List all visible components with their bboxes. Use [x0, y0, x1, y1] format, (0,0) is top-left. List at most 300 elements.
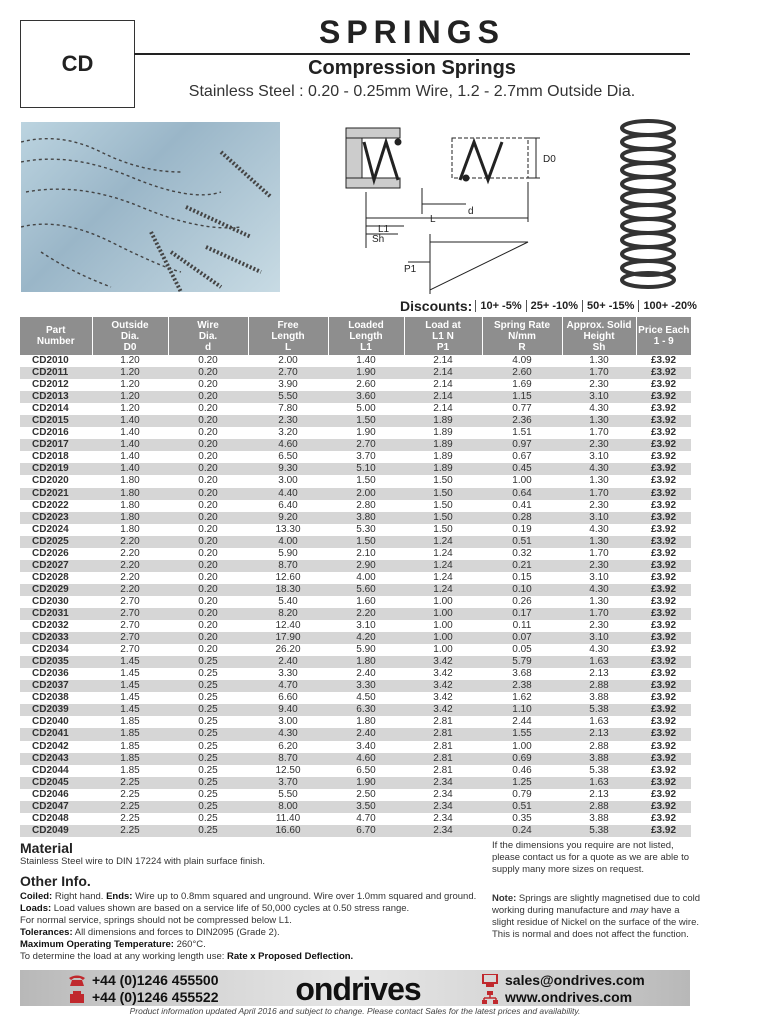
cell-outside-dia: 1.85	[92, 728, 168, 740]
cell-wire-dia: 0.25	[168, 728, 248, 740]
cell-solid-height: 4.30	[562, 644, 636, 656]
cell-wire-dia: 0.20	[168, 451, 248, 463]
cell-outside-dia: 1.40	[92, 451, 168, 463]
cell-outside-dia: 1.20	[92, 391, 168, 403]
cell-free-length: 8.20	[248, 608, 328, 620]
spring-dimension-diagram	[342, 122, 572, 302]
cell-price-each: £3.92	[636, 801, 691, 813]
cell-price-each: £3.92	[636, 668, 691, 680]
cell-part-number: CD2046	[20, 789, 92, 801]
cell-spring-rate: 2.36	[482, 415, 562, 427]
cell-outside-dia: 1.85	[92, 741, 168, 753]
cell-loaded-length: 2.60	[328, 379, 404, 391]
email-link[interactable]: sales@ondrives.com	[482, 972, 645, 988]
table-row	[20, 716, 691, 728]
cell-load-at-l1: 1.24	[404, 560, 482, 572]
cell-outside-dia: 2.25	[92, 825, 168, 837]
cell-wire-dia: 0.25	[168, 777, 248, 789]
discounts-label: Discounts:	[400, 297, 473, 314]
cell-load-at-l1: 1.50	[404, 500, 482, 512]
cell-price-each: £3.92	[636, 548, 691, 560]
cell-part-number: CD2015	[20, 415, 92, 427]
cell-part-number: CD2035	[20, 656, 92, 668]
cell-load-at-l1: 1.00	[404, 632, 482, 644]
cell-free-length: 4.60	[248, 439, 328, 451]
cell-spring-rate: 0.05	[482, 644, 562, 656]
cell-part-number: CD2032	[20, 620, 92, 632]
table-row	[20, 728, 691, 740]
custom-sizes-note: If the dimensions you require are not listed, please contact us for a quote as we are able to supply many more sizes on request.	[492, 840, 689, 875]
cell-part-number: CD2026	[20, 548, 92, 560]
cell-loaded-length: 2.20	[328, 608, 404, 620]
cell-outside-dia: 2.25	[92, 789, 168, 801]
cell-spring-rate: 0.79	[482, 789, 562, 801]
cell-load-at-l1: 2.14	[404, 355, 482, 367]
cell-free-length: 2.70	[248, 367, 328, 379]
table-row	[20, 753, 691, 765]
cell-loaded-length: 2.10	[328, 548, 404, 560]
cell-solid-height: 2.88	[562, 801, 636, 813]
cell-solid-height: 2.30	[562, 439, 636, 451]
cell-part-number: CD2040	[20, 716, 92, 728]
cell-loaded-length: 1.90	[328, 427, 404, 439]
table-row	[20, 512, 691, 524]
cell-load-at-l1: 2.34	[404, 825, 482, 837]
cell-part-number: CD2014	[20, 403, 92, 415]
cell-load-at-l1: 1.50	[404, 524, 482, 536]
cell-load-at-l1: 3.42	[404, 704, 482, 716]
discount-tier-4: 100+ -20%	[638, 300, 701, 312]
cell-load-at-l1: 1.50	[404, 488, 482, 500]
cell-solid-height: 2.30	[562, 620, 636, 632]
product-photo	[21, 122, 280, 292]
cell-price-each: £3.92	[636, 825, 691, 837]
cell-wire-dia: 0.20	[168, 548, 248, 560]
cell-outside-dia: 1.40	[92, 463, 168, 475]
cell-part-number: CD2033	[20, 632, 92, 644]
table-row	[20, 536, 691, 548]
cell-load-at-l1: 1.00	[404, 608, 482, 620]
cell-solid-height: 4.30	[562, 584, 636, 596]
cell-wire-dia: 0.20	[168, 500, 248, 512]
discount-tier-3: 50+ -15%	[582, 300, 638, 312]
cell-solid-height: 2.88	[562, 680, 636, 692]
cell-outside-dia: 2.25	[92, 813, 168, 825]
cell-loaded-length: 2.90	[328, 560, 404, 572]
cell-spring-rate: 0.97	[482, 439, 562, 451]
table-row	[20, 777, 691, 789]
cell-wire-dia: 0.20	[168, 439, 248, 451]
website-link[interactable]: www.ondrives.com	[482, 989, 632, 1005]
cell-load-at-l1: 2.81	[404, 728, 482, 740]
other-info-line-max-temp: Maximum Operating Temperature: 260°C.	[20, 939, 206, 950]
cell-solid-height: 1.70	[562, 548, 636, 560]
cell-outside-dia: 1.20	[92, 367, 168, 379]
table-row	[20, 439, 691, 451]
cell-price-each: £3.92	[636, 415, 691, 427]
diagram-label-d0: D0	[543, 154, 556, 165]
fax-icon	[68, 991, 86, 1003]
cell-free-length: 2.40	[248, 656, 328, 668]
cell-outside-dia: 2.20	[92, 536, 168, 548]
cell-part-number: CD2041	[20, 728, 92, 740]
table-row	[20, 741, 691, 753]
cell-free-length: 5.50	[248, 789, 328, 801]
cell-spring-rate: 0.45	[482, 463, 562, 475]
cell-spring-rate: 0.21	[482, 560, 562, 572]
cell-spring-rate: 0.46	[482, 765, 562, 777]
cell-solid-height: 3.10	[562, 391, 636, 403]
cell-outside-dia: 2.70	[92, 632, 168, 644]
cell-loaded-length: 2.80	[328, 500, 404, 512]
cell-spring-rate: 0.28	[482, 512, 562, 524]
cell-solid-height: 1.30	[562, 596, 636, 608]
cell-part-number: CD2016	[20, 427, 92, 439]
cell-price-each: £3.92	[636, 512, 691, 524]
cell-spring-rate: 1.25	[482, 777, 562, 789]
cell-load-at-l1: 1.89	[404, 439, 482, 451]
table-row	[20, 488, 691, 500]
cell-spring-rate: 1.69	[482, 379, 562, 391]
cell-part-number: CD2031	[20, 608, 92, 620]
cell-outside-dia: 2.70	[92, 620, 168, 632]
cell-price-each: £3.92	[636, 765, 691, 777]
other-info-line-tolerances: Tolerances: All dimensions and forces to DIN2095 (Grade 2).	[20, 927, 280, 938]
cell-part-number: CD2038	[20, 692, 92, 704]
cell-free-length: 6.20	[248, 741, 328, 753]
cell-price-each: £3.92	[636, 608, 691, 620]
cell-load-at-l1: 2.14	[404, 379, 482, 391]
cell-solid-height: 2.88	[562, 741, 636, 753]
table-row	[20, 632, 691, 644]
phone-number-2[interactable]: +44 (0)1246 455522	[68, 989, 219, 1005]
cell-spring-rate: 0.26	[482, 596, 562, 608]
cell-price-each: £3.92	[636, 451, 691, 463]
cell-spring-rate: 4.09	[482, 355, 562, 367]
cell-outside-dia: 2.25	[92, 777, 168, 789]
cell-spring-rate: 1.10	[482, 704, 562, 716]
other-info-heading: Other Info.	[20, 873, 91, 889]
cell-price-each: £3.92	[636, 644, 691, 656]
cell-price-each: £3.92	[636, 741, 691, 753]
cell-solid-height: 5.38	[562, 765, 636, 777]
cell-price-each: £3.92	[636, 379, 691, 391]
cell-loaded-length: 3.40	[328, 741, 404, 753]
cell-loaded-length: 3.70	[328, 451, 404, 463]
cell-spring-rate: 0.51	[482, 801, 562, 813]
cell-wire-dia: 0.20	[168, 463, 248, 475]
cell-load-at-l1: 1.50	[404, 512, 482, 524]
cell-outside-dia: 1.80	[92, 500, 168, 512]
cell-spring-rate: 1.00	[482, 475, 562, 487]
cell-loaded-length: 5.60	[328, 584, 404, 596]
phone-number-1[interactable]: +44 (0)1246 455500	[68, 972, 219, 988]
cell-spring-rate: 1.15	[482, 391, 562, 403]
cell-solid-height: 2.13	[562, 789, 636, 801]
cell-free-length: 6.40	[248, 500, 328, 512]
cell-spring-rate: 0.24	[482, 825, 562, 837]
cell-solid-height: 1.70	[562, 608, 636, 620]
cell-outside-dia: 2.20	[92, 548, 168, 560]
cell-wire-dia: 0.20	[168, 475, 248, 487]
cell-wire-dia: 0.20	[168, 391, 248, 403]
discount-tier-2: 25+ -10%	[526, 300, 582, 312]
cell-outside-dia: 1.20	[92, 403, 168, 415]
cell-loaded-length: 4.50	[328, 692, 404, 704]
cell-outside-dia: 1.85	[92, 753, 168, 765]
cell-spring-rate: 0.15	[482, 572, 562, 584]
cell-free-length: 12.60	[248, 572, 328, 584]
cell-free-length: 4.30	[248, 728, 328, 740]
cell-price-each: £3.92	[636, 728, 691, 740]
cell-wire-dia: 0.25	[168, 680, 248, 692]
cell-part-number: CD2018	[20, 451, 92, 463]
cell-part-number: CD2011	[20, 367, 92, 379]
cell-free-length: 7.80	[248, 403, 328, 415]
other-info-line-loads: Loads: Load values shown are based on a service life of 50,000 cycles at 0.50 stress range.	[20, 903, 410, 914]
table-row	[20, 801, 691, 813]
cell-load-at-l1: 1.24	[404, 572, 482, 584]
cell-part-number: CD2024	[20, 524, 92, 536]
cell-part-number: CD2043	[20, 753, 92, 765]
ondrives-logo: ondrives	[295, 971, 421, 1007]
cell-wire-dia: 0.25	[168, 704, 248, 716]
cell-loaded-length: 2.70	[328, 439, 404, 451]
cell-part-number: CD2048	[20, 813, 92, 825]
cell-load-at-l1: 1.00	[404, 620, 482, 632]
cell-load-at-l1: 2.81	[404, 765, 482, 777]
cell-spring-rate: 1.62	[482, 692, 562, 704]
cell-wire-dia: 0.20	[168, 572, 248, 584]
cell-loaded-length: 2.00	[328, 488, 404, 500]
title-divider	[134, 53, 690, 55]
cell-load-at-l1: 2.81	[404, 716, 482, 728]
cell-loaded-length: 3.50	[328, 801, 404, 813]
cell-wire-dia: 0.20	[168, 379, 248, 391]
cell-load-at-l1: 1.89	[404, 415, 482, 427]
cell-load-at-l1: 1.50	[404, 475, 482, 487]
cell-part-number: CD2037	[20, 680, 92, 692]
col-header-free-length: Free Length L	[248, 317, 328, 355]
spring-spec-table	[20, 317, 691, 837]
table-row	[20, 391, 691, 403]
cell-outside-dia: 1.45	[92, 656, 168, 668]
cell-loaded-length: 6.30	[328, 704, 404, 716]
table-row	[20, 680, 691, 692]
cell-solid-height: 5.38	[562, 825, 636, 837]
cell-price-each: £3.92	[636, 355, 691, 367]
cell-load-at-l1: 2.14	[404, 403, 482, 415]
table-row	[20, 596, 691, 608]
cell-spring-rate: 1.00	[482, 741, 562, 753]
cell-outside-dia: 1.20	[92, 355, 168, 367]
diagram-label-d: d	[468, 206, 474, 217]
col-header-wire-dia: Wire Dia. d	[168, 317, 248, 355]
cell-loaded-length: 5.00	[328, 403, 404, 415]
cell-outside-dia: 1.20	[92, 379, 168, 391]
col-header-part-number: Part Number	[20, 317, 92, 355]
cell-wire-dia: 0.20	[168, 632, 248, 644]
cell-spring-rate: 0.67	[482, 451, 562, 463]
table-row	[20, 427, 691, 439]
cell-free-length: 4.70	[248, 680, 328, 692]
cell-loaded-length: 1.40	[328, 355, 404, 367]
cell-part-number: CD2042	[20, 741, 92, 753]
compression-spring-photo	[612, 118, 684, 290]
cell-free-length: 18.30	[248, 584, 328, 596]
col-header-solid-height: Approx. Solid Height Sh	[562, 317, 636, 355]
network-icon	[482, 991, 498, 1004]
cell-wire-dia: 0.20	[168, 536, 248, 548]
cell-solid-height: 3.88	[562, 692, 636, 704]
cell-wire-dia: 0.25	[168, 668, 248, 680]
cell-price-each: £3.92	[636, 704, 691, 716]
cell-loaded-length: 5.90	[328, 644, 404, 656]
cell-part-number: CD2025	[20, 536, 92, 548]
table-row	[20, 367, 691, 379]
cell-spring-rate: 2.44	[482, 716, 562, 728]
cell-price-each: £3.92	[636, 813, 691, 825]
table-row	[20, 524, 691, 536]
cell-solid-height: 4.30	[562, 524, 636, 536]
cell-outside-dia: 1.45	[92, 680, 168, 692]
cell-part-number: CD2028	[20, 572, 92, 584]
table-row	[20, 463, 691, 475]
cell-wire-dia: 0.20	[168, 608, 248, 620]
cell-price-each: £3.92	[636, 692, 691, 704]
cell-price-each: £3.92	[636, 753, 691, 765]
cell-wire-dia: 0.20	[168, 560, 248, 572]
cell-wire-dia: 0.25	[168, 789, 248, 801]
cell-outside-dia: 1.40	[92, 415, 168, 427]
table-row	[20, 379, 691, 391]
cell-load-at-l1: 3.42	[404, 668, 482, 680]
cell-part-number: CD2013	[20, 391, 92, 403]
section-code-box	[20, 20, 135, 108]
cell-solid-height: 2.13	[562, 668, 636, 680]
cell-spring-rate: 5.79	[482, 656, 562, 668]
cell-outside-dia: 2.20	[92, 560, 168, 572]
cell-price-each: £3.92	[636, 584, 691, 596]
cell-spring-rate: 0.69	[482, 753, 562, 765]
table-row	[20, 789, 691, 801]
cell-solid-height: 1.30	[562, 355, 636, 367]
cell-wire-dia: 0.25	[168, 741, 248, 753]
cell-spring-rate: 0.41	[482, 500, 562, 512]
cell-spring-rate: 0.77	[482, 403, 562, 415]
cell-price-each: £3.92	[636, 596, 691, 608]
cell-wire-dia: 0.20	[168, 415, 248, 427]
cell-free-length: 8.00	[248, 801, 328, 813]
table-row	[20, 403, 691, 415]
cell-free-length: 3.20	[248, 427, 328, 439]
cell-load-at-l1: 2.81	[404, 741, 482, 753]
footer-disclaimer: Product information updated April 2016 and subject to change. Please contact Sales for the latest prices and availability.	[129, 1006, 581, 1016]
cell-part-number: CD2012	[20, 379, 92, 391]
table-row	[20, 572, 691, 584]
cell-loaded-length: 1.90	[328, 777, 404, 789]
cell-load-at-l1: 3.42	[404, 656, 482, 668]
cell-free-length: 6.50	[248, 451, 328, 463]
cell-load-at-l1: 1.89	[404, 451, 482, 463]
cell-solid-height: 1.70	[562, 367, 636, 379]
cell-spring-rate: 0.32	[482, 548, 562, 560]
cell-wire-dia: 0.25	[168, 692, 248, 704]
cell-loaded-length: 4.00	[328, 572, 404, 584]
cell-solid-height: 3.88	[562, 813, 636, 825]
cell-part-number: CD2017	[20, 439, 92, 451]
cell-solid-height: 1.70	[562, 488, 636, 500]
cell-outside-dia: 1.80	[92, 524, 168, 536]
col-header-price-each: Price Each 1 - 9	[636, 317, 691, 355]
cell-solid-height: 1.63	[562, 716, 636, 728]
cell-wire-dia: 0.20	[168, 596, 248, 608]
cell-free-length: 4.00	[248, 536, 328, 548]
cell-solid-height: 4.30	[562, 463, 636, 475]
magnetised-note: Note: Springs are slightly magnetised due to cold working during manufacture and may have a slight residue of Nickel on the surface of the wire. This is normal and does not affect the function.	[492, 893, 701, 940]
cell-load-at-l1: 3.42	[404, 692, 482, 704]
cell-free-length: 8.70	[248, 753, 328, 765]
cell-free-length: 13.30	[248, 524, 328, 536]
cell-load-at-l1: 1.00	[404, 596, 482, 608]
cell-load-at-l1: 2.34	[404, 777, 482, 789]
cell-price-each: £3.92	[636, 488, 691, 500]
cell-part-number: CD2022	[20, 500, 92, 512]
cell-spring-rate: 0.35	[482, 813, 562, 825]
table-row	[20, 765, 691, 777]
cell-wire-dia: 0.20	[168, 355, 248, 367]
cell-free-length: 2.00	[248, 355, 328, 367]
cell-outside-dia: 2.70	[92, 596, 168, 608]
cell-price-each: £3.92	[636, 620, 691, 632]
cell-part-number: CD2047	[20, 801, 92, 813]
diagram-label-l: L	[430, 214, 436, 225]
cell-load-at-l1: 1.00	[404, 644, 482, 656]
cell-loaded-length: 4.20	[328, 632, 404, 644]
col-header-loaded-length: Loaded Length L1	[328, 317, 404, 355]
cell-price-each: £3.92	[636, 777, 691, 789]
cell-part-number: CD2049	[20, 825, 92, 837]
cell-free-length: 9.40	[248, 704, 328, 716]
cell-solid-height: 3.10	[562, 451, 636, 463]
cell-free-length: 5.40	[248, 596, 328, 608]
cell-load-at-l1: 1.24	[404, 584, 482, 596]
cell-solid-height: 5.38	[562, 704, 636, 716]
cell-wire-dia: 0.20	[168, 512, 248, 524]
cell-outside-dia: 2.20	[92, 572, 168, 584]
cell-solid-height: 2.30	[562, 379, 636, 391]
cell-free-length: 12.50	[248, 765, 328, 777]
page-subtitle: Compression Springs	[308, 57, 516, 79]
other-info-line-determine: To determine the load at any working length use: Rate x Proposed Deflection.	[20, 951, 354, 962]
cell-load-at-l1: 1.24	[404, 548, 482, 560]
cell-wire-dia: 0.20	[168, 367, 248, 379]
cell-outside-dia: 1.80	[92, 488, 168, 500]
cell-price-each: £3.92	[636, 500, 691, 512]
cell-outside-dia: 2.20	[92, 584, 168, 596]
cell-wire-dia: 0.20	[168, 427, 248, 439]
cell-free-length: 11.40	[248, 813, 328, 825]
cell-spring-rate: 0.19	[482, 524, 562, 536]
cell-outside-dia: 2.25	[92, 801, 168, 813]
cell-solid-height: 3.88	[562, 753, 636, 765]
cell-loaded-length: 1.50	[328, 475, 404, 487]
cell-free-length: 6.60	[248, 692, 328, 704]
other-info-line-coiled: Coiled: Right hand. Ends: Wire up to 0.8mm squared and unground. Wire over 1.0mm squared and ground.	[20, 891, 477, 902]
cell-outside-dia: 1.80	[92, 512, 168, 524]
cell-spring-rate: 2.38	[482, 680, 562, 692]
cell-solid-height: 1.30	[562, 415, 636, 427]
